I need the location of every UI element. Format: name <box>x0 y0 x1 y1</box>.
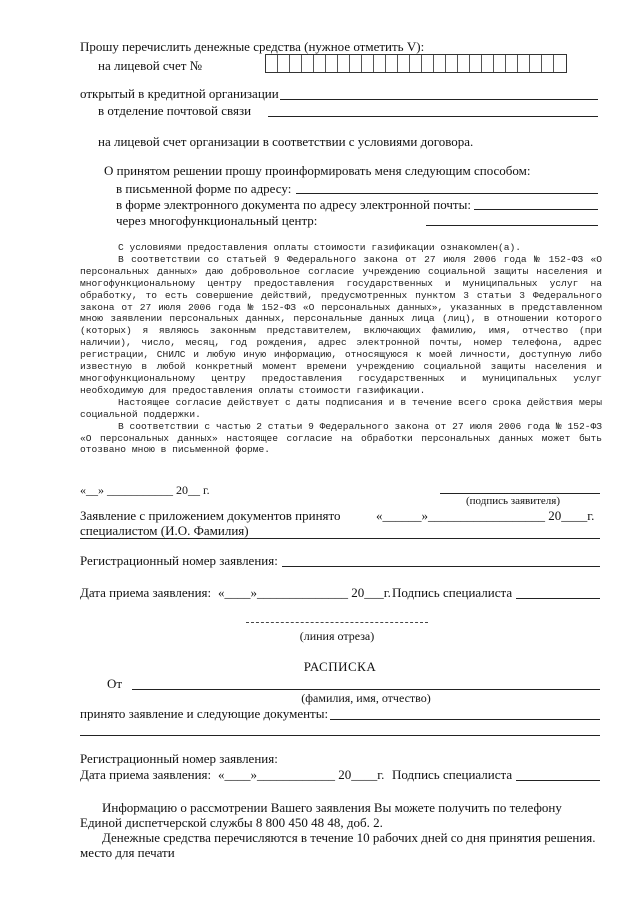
acceptance-date-label: Дата приема заявления: <box>80 585 212 600</box>
receipt-stamp-place: место для печати <box>80 845 175 860</box>
notify-header: О принятом решении прошу проинформировать меня следующим способом: <box>104 163 531 178</box>
cut-line <box>246 622 428 623</box>
receipt-sign-label: Подпись специалиста <box>392 767 513 782</box>
account-label: на лицевой счет № <box>98 58 203 73</box>
consent-paragraph-3: Настоящее согласие действует с даты подписания и в течение всего срока действия меры социальной поддержки. <box>80 396 602 420</box>
acceptance-sign-field[interactable] <box>516 598 600 599</box>
org-label: на лицевой счет организации в соответствии с условиями договора. <box>98 134 474 149</box>
receipt-from-label: От <box>107 676 123 691</box>
bank-field[interactable] <box>280 99 598 100</box>
consent-text <box>80 242 602 456</box>
receipt-accepted-label: принято заявление и следующие документы: <box>80 706 329 721</box>
acceptance-date-value[interactable]: «____»______________ 20___г. <box>218 585 391 600</box>
notify-electronic-label: в форме электронного документа по адресу электронной почты: <box>116 197 471 212</box>
mfc-field[interactable] <box>426 225 598 226</box>
signature-caption: (подпись заявителя) <box>466 495 561 507</box>
cut-caption: (линия отреза) <box>299 629 375 643</box>
written-address-field[interactable] <box>296 193 598 194</box>
receipt-reg-label: Регистрационный номер заявления: <box>80 751 278 766</box>
receipt-date-value[interactable]: «____»____________ 20____г. <box>218 767 385 782</box>
receipt-date-label: Дата приема заявления: <box>80 767 212 782</box>
transfer-header: Прошу перечислить денежные средства (нужное отметить V): <box>80 39 425 54</box>
consent-paragraph-4: В соответствии с частью 2 статьи 9 Федерального закона от 27 июля 2006 года № 152-ФЗ «О персональных данных» настоящее согласие на обработки персональных данных может быть отозвано мною в письменной форме. <box>80 420 602 456</box>
consent-paragraph-2: В соответствии со статьей 9 Федерального закона от 27 июля 2006 года № 152-ФЗ «О персональных данных» даю добровольное согласие учреждению социальной защиты населения и многофункциональному центру предоставления государственных и муниципальных услуг на обработку, то есть совершение действий, предусмотренных пунктом 3 статьи 3 Федерального закона от 27 июля 2006 года № 152-ФЗ «О персональных данных», указанных в представленном мною заявлении персональных данных, персональные данных лица (лиц), в отношении которого (которых) я являюсь законным представителем, включающих фамилию, имя, отчество (при наличии), число, месяц, год рождения, адрес электронной почты, номер телефона, адрес регистрации, СНИЛС и любую иную информацию, относящуюся к моей личности, доступную либо известную в любой конкретный момент времени учреждению социальной защиты населения и многофункциональному центру предоставления государственных и муниципальных услуг необходимую для предоставления оплаты стоимости газификации. <box>80 253 602 396</box>
receipt-sign-field[interactable] <box>516 780 600 781</box>
consent-date-line[interactable]: «__» ___________ 20__ г. <box>80 483 210 497</box>
notify-mfc-label: через многофункциональный центр: <box>116 213 318 228</box>
account-number-cells[interactable] <box>265 54 567 73</box>
reg-number-field[interactable] <box>282 566 600 567</box>
acceptance-sign-label: Подпись специалиста <box>392 585 513 600</box>
receipt-transfer-note: Денежные средства перечисляются в течение 10 рабочих дней со дня принятия решения. <box>102 830 596 845</box>
notify-written-label: в письменной форме по адресу: <box>116 181 292 196</box>
receipt-docs-field-1[interactable] <box>330 719 600 720</box>
acceptance-line1: Заявление с приложением документов принято <box>80 508 341 523</box>
receipt-info-line2: Единой диспетчерской службы 8 800 450 48 48, доб. 2. <box>80 815 383 830</box>
reg-number-label: Регистрационный номер заявления: <box>80 553 278 568</box>
receipt-info-line1: Информацию о рассмотрении Вашего заявления Вы можете получить по телефону <box>102 800 562 815</box>
post-field[interactable] <box>268 116 598 117</box>
acceptance-line2: специалистом (И.О. Фамилия) <box>80 523 249 538</box>
receipt-title: РАСПИСКА <box>303 659 377 674</box>
receipt-fio-field[interactable] <box>132 689 600 690</box>
bank-label: открытый в кредитной организации <box>80 86 279 101</box>
receipt-docs-field-2[interactable] <box>80 735 600 736</box>
specialist-name-field[interactable] <box>80 538 600 539</box>
post-label: в отделение почтовой связи <box>98 103 252 118</box>
receipt-fio-caption: (фамилия, имя, отчество) <box>301 691 431 705</box>
consent-paragraph-1: С условиями предоставления оплаты стоимости газификации ознакомлен(а). <box>118 242 522 253</box>
acceptance-date[interactable]: «______»__________________ 20____г. <box>376 508 595 523</box>
email-field[interactable] <box>474 209 598 210</box>
